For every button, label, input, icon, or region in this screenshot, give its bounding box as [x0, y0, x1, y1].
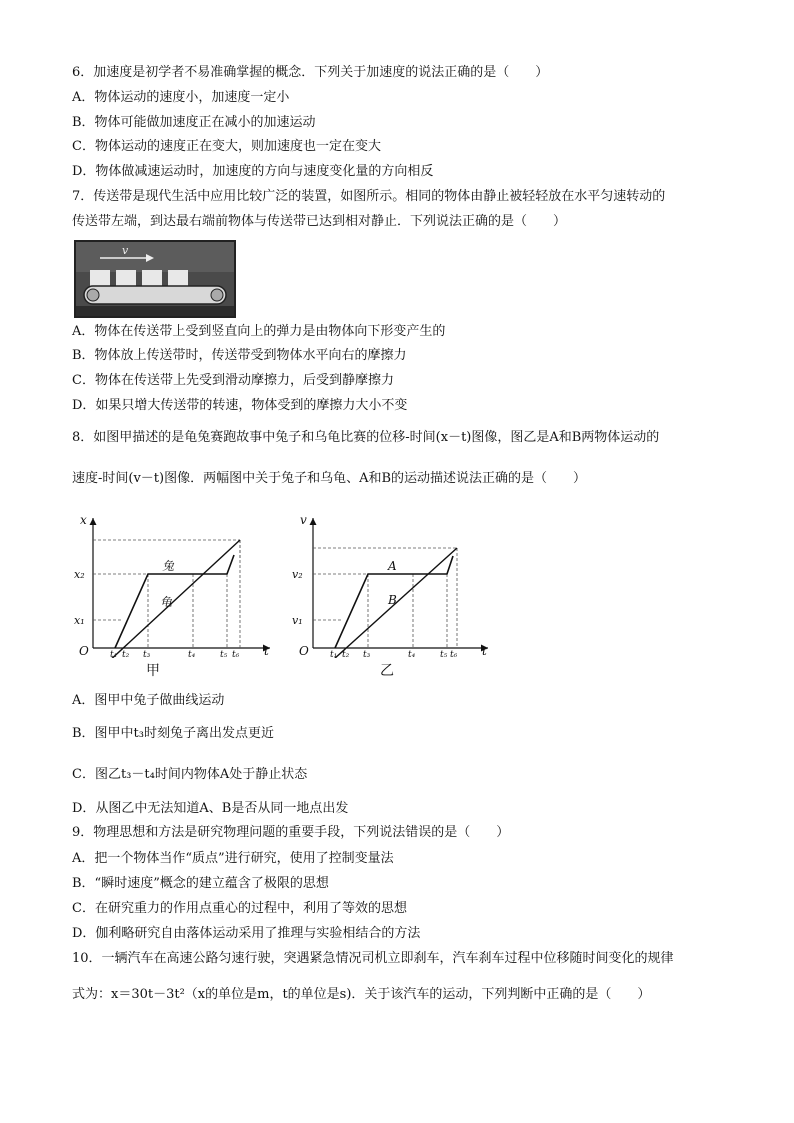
y-axis-label: v: [300, 513, 307, 527]
x-tick-t2: t₂: [342, 650, 350, 658]
q6-option-a: A．物体运动的速度小，加速度一定小: [72, 90, 290, 105]
q6-option-c: C．物体运动的速度正在变大，则加速度也一定在变大: [72, 139, 381, 154]
q9-option-b: B．“瞬时速度”概念的建立蕴含了极限的思想: [72, 876, 329, 891]
y-tick-v2: v₂: [292, 568, 303, 581]
series-b: [313, 548, 457, 658]
x-axis-label: t: [482, 644, 487, 658]
series-label-rabbit: 兔: [162, 559, 175, 573]
x-tick-t5: t₅: [220, 650, 228, 658]
x-tick-t2: t₂: [122, 650, 130, 658]
q7-option-d: D．如果只增大传送带的转速，物体受到的摩擦力大小不变: [72, 398, 408, 413]
x-tick-t6: t₆: [450, 650, 458, 658]
q7-option-c: C．物体在传送带上先受到滑动摩擦力，后受到静摩擦力: [72, 373, 394, 388]
q8-option-a: A．图甲中兔子做曲线运动: [72, 693, 225, 708]
x-tick-t3: t₃: [143, 650, 151, 658]
y-tick-x2: x₂: [74, 568, 85, 581]
conveyor-belt-photo: [74, 240, 236, 318]
xt-graph: [70, 510, 280, 658]
vt-graph: [290, 510, 500, 658]
q10-stem-line2: 式为：x＝30t－3t²（x的单位是m，t的单位是s)．关于该汽车的运动，下列判断中正确的是（ ）: [72, 987, 651, 1002]
x-tick-t1: t₁: [110, 650, 118, 658]
series-label-b: B: [388, 593, 397, 607]
q6-option-b: B．物体可能做加速度正在减小的加速运动: [72, 115, 316, 130]
x-tick-t1: t₁: [330, 650, 338, 658]
q7-stem-line2: 传送带左端，到达最右端前物体与传送带已达到相对静止．下列说法正确的是（ ）: [72, 214, 567, 229]
velocity-label: v: [122, 244, 129, 257]
x-tick-t6: t₆: [232, 650, 240, 658]
q8-stem-line2: 速度-时间(v－t)图像．两幅图中关于兔子和乌龟、A和B的运动描述说法正确的是（ ）: [72, 471, 587, 486]
q6-stem: 6．加速度是初学者不易准确掌握的概念．下列关于加速度的说法正确的是（ ）: [72, 65, 549, 80]
y-axis-label: x: [80, 513, 87, 527]
x-tick-t4: t₄: [188, 650, 196, 658]
graph-caption-jia: 甲: [146, 663, 160, 679]
q9-stem: 9．物理思想和方法是研究物理问题的重要手段，下列说法错误的是（ ）: [72, 825, 510, 840]
y-tick-x1: x₁: [74, 614, 85, 627]
y-tick-v1: v₁: [292, 614, 303, 627]
q8-option-b: B．图甲中t₃时刻兔子离出发点更近: [72, 726, 274, 741]
q9-option-a: A．把一个物体当作“质点”进行研究，使用了控制变量法: [72, 851, 394, 866]
q7-option-a: A．物体在传送带上受到竖直向上的弹力是由物体向下形变产生的: [72, 324, 446, 339]
q7-stem-line1: 7．传送带是现代生活中应用比较广泛的装置，如图所示。相同的物体由静止被轻轻放在水平匀速转动的: [72, 189, 666, 204]
q8-option-c: C．图乙t₃－t₄时间内物体A处于静止状态: [72, 767, 308, 782]
series-label-tortoise: 龟: [160, 595, 173, 609]
q8-option-d: D．从图乙中无法知道A、B是否从同一地点出发: [72, 801, 349, 816]
x-axis-label: t: [264, 644, 269, 658]
q7-option-b: B．物体放上传送带时，传送带受到物体水平向右的摩擦力: [72, 348, 407, 363]
q9-option-d: D．伽利略研究自由落体运动采用了推理与实验相结合的方法: [72, 926, 421, 941]
graph-caption-yi: 乙: [380, 663, 394, 679]
x-tick-t5: t₅: [440, 650, 448, 658]
q9-option-c: C．在研究重力的作用点重心的过程中，利用了等效的思想: [72, 901, 407, 916]
q8-stem-line1: 8．如图甲描述的是龟兔赛跑故事中兔子和乌龟比赛的位移-时间(x－t)图像，图乙是A和B两物体运动的: [72, 430, 660, 445]
x-tick-t4: t₄: [408, 650, 416, 658]
origin-label: O: [79, 644, 89, 658]
origin-label: O: [299, 644, 309, 658]
q10-stem-line1: 10．一辆汽车在高速公路匀速行驶，突遇紧急情况司机立即刹车，汽车刹车过程中位移随时间变化的规律: [72, 951, 674, 966]
q6-option-d: D．物体做减速运动时，加速度的方向与速度变化量的方向相反: [72, 164, 434, 179]
x-tick-t3: t₃: [363, 650, 371, 658]
series-label-a: A: [388, 559, 397, 573]
